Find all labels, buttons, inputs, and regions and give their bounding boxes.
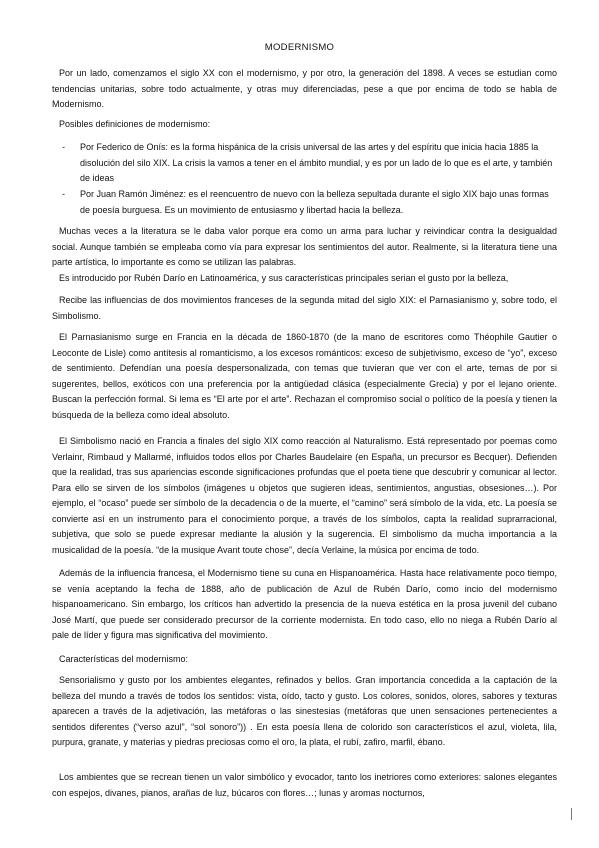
paragraph-ambientes: Los ambientes que se recrean tienen un valor simbólico y evocador, tanto los inetriores como exteriores: salones elegantes con espejos, divanes, pianos, arañas de luz, búcaros con flores…; lunas y aromas nocturnos, xyxy=(52,772,557,798)
paragraph-literature: Muchas veces a la literatura se le daba valor porque era como un arma para luchar y reivindicar contra la desigualdad social. Aunque también se empleaba como vía para expresar los sentimientos del autor. Realmente, si la literatura tiene una parte artística, lo importante es como se utilizan las palabras. xyxy=(52,226,557,267)
list-item: Por Federico de Onís: es la forma hispánica de la crisis universal de las artes y del espíritu que inicia hacia 1885 la disolución del silo XIX. La crisis la vamos a tener en el ámbito mundial, y es por un lado de lo que es el arte, y también de ideas xyxy=(80,142,553,183)
list-dash: - xyxy=(62,142,65,152)
paragraph-characteristics-heading: Características del modernismo: xyxy=(59,654,189,664)
paragraph-intro: Por un lado, comenzamos el siglo XX con el modernismo, y por otro, la generación del 1898. A veces se estudian como tendencias unitarias, sobre todo actualmente, y otras muy diferenciadas, pese a que por encima de todo se habla de Modernismo. xyxy=(52,68,557,109)
paragraph-parnasianismo: El Parnasianismo surge en Francia en la década de 1860-1870 (de la mano de escritores como Théophile Gautier o Leoconte de Lisle) como antítesis al romanticismo, a los excesos románticos: exceso de subjetivismo, exceso de “yo”, exceso de sentimiento. Defendían una poesía despersonalizada, con temas que tuvieran que ver con el arte, temas de por si sugerentes, bellos, exóticos con una preferencia por la antigüedad clásica (especialmente Grecia) y por el lejano oriente. Buscan la perfección formal. Si lema es “El arte por el arte”. Rechazan el compromiso social o político de la poesía y tienen la búsqueda de la belleza como ideal absoluto. xyxy=(52,332,557,420)
paragraph-ruben-dario: Es introducido por Rubén Darío en Latinoamérica, y sus características principales serian el gusto por la belleza, xyxy=(59,273,509,283)
paragraph-hispanoamerica: Además de la influencia francesa, el Modernismo tiene su cuna en Hispanoamérica. Hasta hace relativamente poco tiempo, se venía aceptando la fecha de 1888, año de publicación de Azul de Rubén Darío, como incio del modernismo hispanoamericano. Sin embargo, los críticos han advertido la presencia de la nueva estética en la prosa juvenil del cubano José Martí, que puede ser considerado precursor de la corriente modernista. En todo caso, ello no niega a Rubén Darío al pale de líder y figura mas significativa del movimiento. xyxy=(52,568,557,640)
list-item: Por Juan Ramón Jiménez: es el reencuentro de nuevo con la belleza sepultada durante el siglo XIX bajo unas formas de poesía burguesa. Es un movimiento de entusiasmo y libertad hacia la belleza. xyxy=(80,189,549,215)
paragraph-simbolismo: El Simbolismo nació en Francia a finales del siglo XIX como reacción al Naturalismo. Está representado por poemas como Verlainr, Rimbaud y Mallarmé, influidos todos ellos por Charles Baudelaire (en España, un precursor es Becquer). Defienden que la realidad, tras sus apariencias esconde significaciones profundas que el poeta tiene que descubrir y comunicar al lector. Para ello se sirven de los símbolos (imágenes u objetos que sugieren ideas, sentimientos, angustias, obsesiones…). Por ejemplo, el “ocaso” puede ser símbolo de la decadencia o de la muerte, el “camino” será símbolo de la vida, etc. La poesía se convierte así en un instrumento para el conocimiento porque, a través de los símbolos, capta la realidad suprarracional, subjetiva, que solo se puede expresar mediante la alusión y la sugerencia. El simbolismo da mucha importancia a la musicalidad de la poesía. “de la musique Avant toute chose”, decía Verlaine, la música por encima de todo. xyxy=(52,436,557,555)
text-cursor xyxy=(571,808,572,820)
list-dash: - xyxy=(62,189,65,199)
paragraph-sensorialismo: Sensorialismo y gusto por los ambientes elegantes, refinados y bellos. Gran importancia concedida a la captación de la belleza del mundo a través de todos los sentidos: vista, oído, tacto y gusto. Los colores, sonidos, olores, sabores y texturas aparecen a través de la adjetivación, las metáforas o las sinestesias (metáforas que unen sensaciones pertenecientes a sentidos diferentes (“verso azul”, “sol sonoro”)) . En esta poesía llena de colorido son característicos el azul, violeta, lila, purpura, granate, y materias y piedras preciosas como el oro, la plata, el rubí, zafiro, marfil, ébano. xyxy=(52,675,557,747)
paragraph-influences: Recibe las influencias de dos movimientos franceses de la segunda mitad del siglo XIX: el Parnasianismo y, sobre todo, el Simbolismo. xyxy=(52,295,557,321)
paragraph-definitions-heading: Posibles definiciones de modernismo: xyxy=(59,119,211,129)
document-title: MODERNISMO xyxy=(264,42,335,53)
